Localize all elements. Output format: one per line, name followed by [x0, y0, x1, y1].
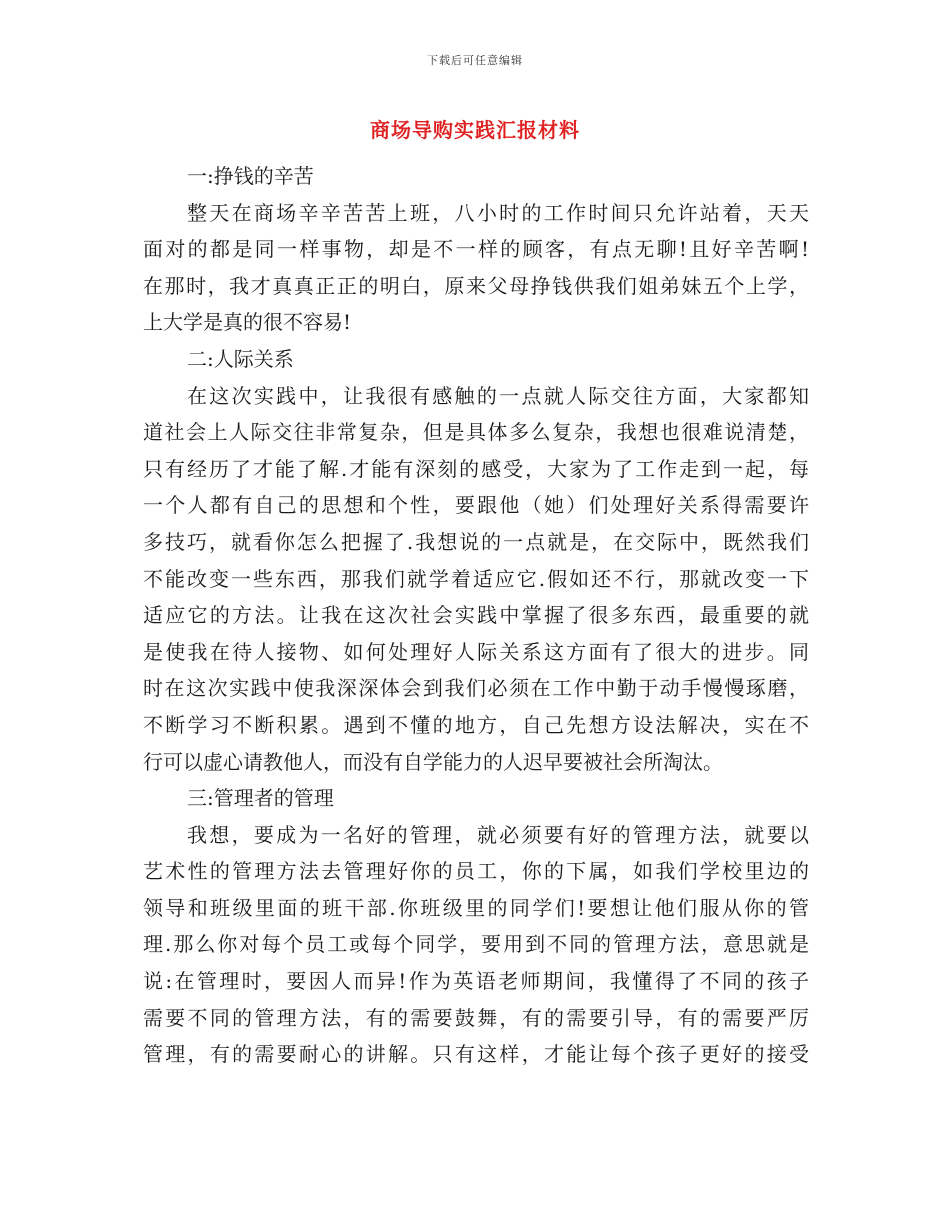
paragraph-line: 上大学是真的很不容易! — [143, 310, 352, 335]
paragraph-line: 领导和班级里面的班干部.你班级里的同学们!要想让他们服从你的管 — [143, 895, 809, 920]
paragraph-line: 行可以虚心请教他人，而没有自学能力的人迟早要被社会所淘汰。 — [143, 749, 723, 774]
paragraph-line: 不能改变一些东西，那我们就学着适应它.假如还不行，那就改变一下 — [143, 566, 809, 591]
header-note: 下载后可任意编辑 — [427, 54, 523, 67]
paragraph-line: 艺术性的管理方法去管理好你的员工，你的下属，如我们学校里边的 — [143, 859, 809, 884]
document-body — [143, 158, 809, 1073]
paragraph-line: 是使我在待人接物、如何处理好人际关系这方面有了很大的进步。同 — [143, 639, 809, 664]
section-heading: 三:管理者的管理 — [187, 786, 334, 811]
paragraph-line: 不断学习不断积累。遇到不懂的地方，自己先想方设法解决，实在不 — [143, 712, 809, 737]
paragraph-line: 时在这次实践中使我深深体会到我们必须在工作中勤于动手慢慢琢磨， — [143, 676, 809, 701]
paragraph-line: 道社会上人际交往非常复杂，但是具体多么复杂，我想也很难说清楚， — [143, 420, 809, 445]
paragraph-line: 需要不同的管理方法，有的需要鼓舞，有的需要引导，有的需要严厉 — [143, 1005, 809, 1030]
paragraph-line: 整天在商场辛辛苦苦上班，八小时的工作时间只允许站着，天天 — [187, 200, 809, 225]
paragraph-line: 适应它的方法。让我在这次社会实践中掌握了很多东西，最重要的就 — [143, 603, 809, 628]
paragraph-line: 管理，有的需要耐心的讲解。只有这样，才能让每个孩子更好的接受 — [143, 1042, 809, 1067]
paragraph-line: 说:在管理时，要因人而异!作为英语老师期间，我懂得了不同的孩子 — [143, 969, 809, 994]
paragraph-line: 只有经历了才能了解.才能有深刻的感受，大家为了工作走到一起，每 — [143, 456, 809, 481]
paragraph-line: 在那时，我才真真正正的明白，原来父母挣钱供我们姐弟妹五个上学， — [143, 273, 809, 298]
paragraph-line: 在这次实践中，让我很有感触的一点就人际交往方面，大家都知 — [187, 383, 809, 408]
section-heading: 二:人际关系 — [187, 346, 294, 371]
paragraph-line: 多技巧，就看你怎么把握了.我想说的一点就是，在交际中，既然我们 — [143, 529, 809, 554]
section-heading: 一:挣钱的辛苦 — [187, 164, 314, 188]
document-title: 商场导购实践汇报材料 — [370, 118, 580, 142]
paragraph-line: 面对的都是同一样事物，却是不一样的顾客，有点无聊!且好辛苦啊! — [143, 237, 809, 262]
paragraph-line: 理.那么你对每个员工或每个同学，要用到不同的管理方法，意思就是 — [143, 932, 809, 957]
paragraph-line: 一个人都有自己的思想和个性，要跟他（她）们处理好关系得需要许 — [143, 493, 809, 518]
paragraph-line: 我想，要成为一名好的管理，就必须要有好的管理方法，就要以 — [187, 822, 809, 847]
